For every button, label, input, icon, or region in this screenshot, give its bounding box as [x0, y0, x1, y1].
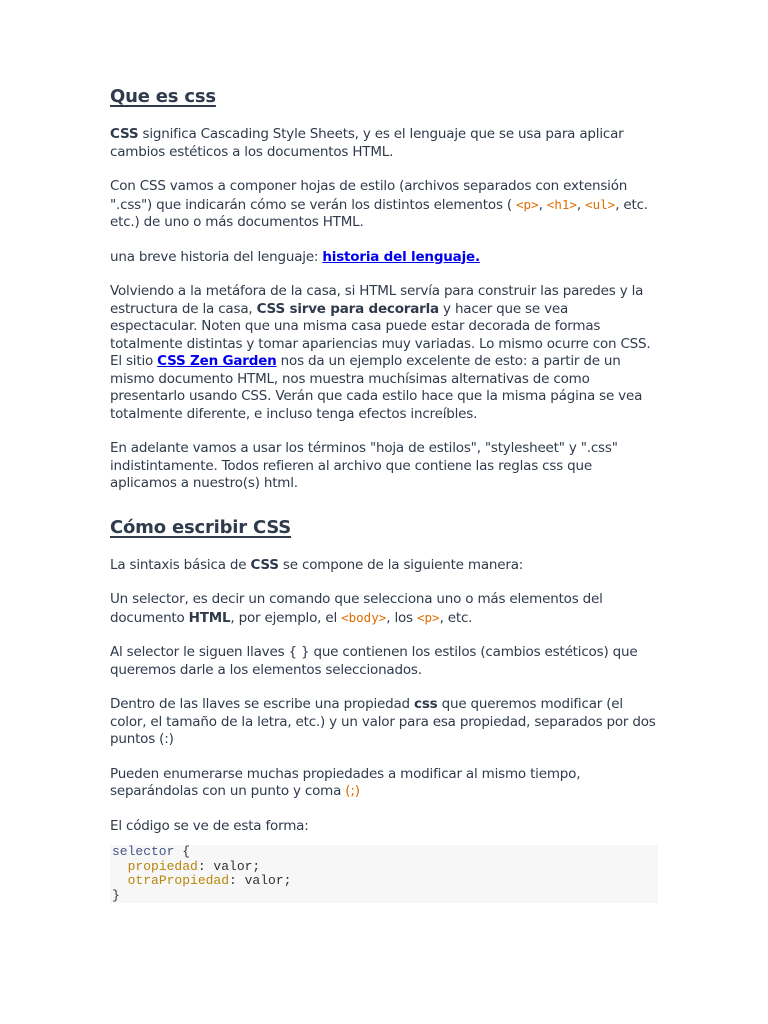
history-link[interactable]: historia del lenguaje.: [322, 248, 480, 265]
paragraph-css-definition: [110, 126, 658, 161]
code-close-brace: }: [112, 887, 120, 903]
code-property: otraPropiedad: [127, 873, 230, 888]
code-tag-ul: <ul>: [585, 196, 616, 212]
paragraph-text: que queremos modificar (el color, el tamaño de la letra, etc.) y un valor para esa propiedad, separados por dos puntos (:): [110, 696, 656, 747]
bold-text: CSS: [110, 126, 139, 142]
paragraph-text: En adelante vamos a usar los términos "hoja de estilos", "stylesheet" y ".css" indistintamente. Todos refieren al archivo que contiene las reglas css que aplicamos a nuestro(s) html.: [110, 440, 618, 491]
zen-garden-link[interactable]: CSS Zen Garden: [157, 353, 277, 369]
section-title-como-escribir-css: Cómo escribir CSS: [110, 516, 292, 538]
code-tag-h1: <h1>: [546, 196, 577, 212]
paragraph-text: Pueden enumerarse muchas propiedades a modificar al mismo tiempo, separándolas con un punto y coma: [110, 765, 581, 799]
code-tag-p: <p>: [416, 609, 440, 625]
paragraph-text: una breve historia del lenguaje:: [110, 248, 323, 265]
paragraph-code-intro: [110, 818, 658, 836]
paragraph-text: Volviendo a la metáfora de la casa, si HTML servía para construir las paredes y la estructura de la casa,: [110, 283, 644, 317]
code-tag-p: <p>: [516, 196, 539, 212]
code-value: : valor;: [197, 858, 261, 874]
paragraph-text: ,: [576, 196, 586, 213]
paragraph-syntax: [110, 557, 658, 575]
paragraph-history: [110, 249, 658, 267]
paragraph-text: significa Cascading Style Sheets, y es el lenguaje que se usa para aplicar cambios estéticos a los documentos HTML.: [110, 126, 624, 160]
paragraph-terms: [110, 440, 658, 493]
paragraph-text: , etc. etc.) de uno o más documentos HTML.: [110, 196, 648, 230]
paragraph-stylesheets: [110, 178, 658, 232]
paragraph-property: [110, 696, 658, 749]
paragraph-text: Al selector le siguen llaves { } que contienen los estilos (cambios estéticos) que queremos darle a los elementos seleccionados.: [110, 644, 638, 678]
paragraph-text: nos da un ejemplo excelente de esto: a partir de un mismo documento HTML, nos muestra muchísimas alternativas de como presentarlo usando CSS. Verán que cada estilo hace que la misma página se vea totalmente diferente, e incluso tenga efectos increíbles.: [110, 353, 643, 422]
paragraph-text: Dentro de las llaves se escribe una propiedad: [110, 696, 415, 712]
paragraph-text: , etc.: [439, 609, 473, 626]
paragraph-selector: [110, 591, 658, 627]
article-content: [110, 84, 658, 903]
semicolon-highlight: (;): [345, 783, 360, 799]
paragraph-text: , por ejemplo, el: [230, 609, 342, 626]
bold-text: CSS: [250, 556, 279, 573]
bold-text: CSS sirve para decorarla: [256, 300, 439, 317]
paragraph-text: se compone de la siguiente manera:: [278, 556, 524, 573]
paragraph-braces: [110, 644, 658, 679]
code-selector: selector: [112, 844, 175, 859]
section-title-que-es-css: Que es css: [110, 86, 216, 107]
paragraph-text: y hacer que se vea espectacular. Noten que una misma casa puede estar decorada de formas totalmente distintas y tomar apariencias muy variadas. Lo mismo ocurre con CSS. El sitio: [110, 300, 651, 369]
code-property: propiedad: [127, 858, 198, 874]
code-value: : valor;: [229, 873, 292, 888]
code-block: [110, 845, 658, 903]
paragraph-text: El código se ve de esta forma:: [110, 817, 309, 834]
paragraph-house-metaphor: [110, 283, 658, 423]
bold-text: css: [414, 696, 438, 712]
paragraph-text: , los: [386, 609, 417, 626]
paragraph-multiple-properties: [110, 766, 658, 801]
code-open-brace: {: [174, 844, 191, 859]
bold-text: HTML: [188, 609, 231, 626]
paragraph-text: Con CSS vamos a componer hojas de estilo (archivos separados con extensión ".css") que indicarán cómo se verán los distintos elementos (: [110, 178, 628, 213]
paragraph-text: ,: [538, 196, 547, 213]
paragraph-text: La sintaxis básica de: [110, 556, 251, 573]
code-tag-body: <body>: [341, 609, 387, 625]
paragraph-text: Un selector, es decir un comando que selecciona uno o más elementos del documento: [110, 591, 603, 626]
